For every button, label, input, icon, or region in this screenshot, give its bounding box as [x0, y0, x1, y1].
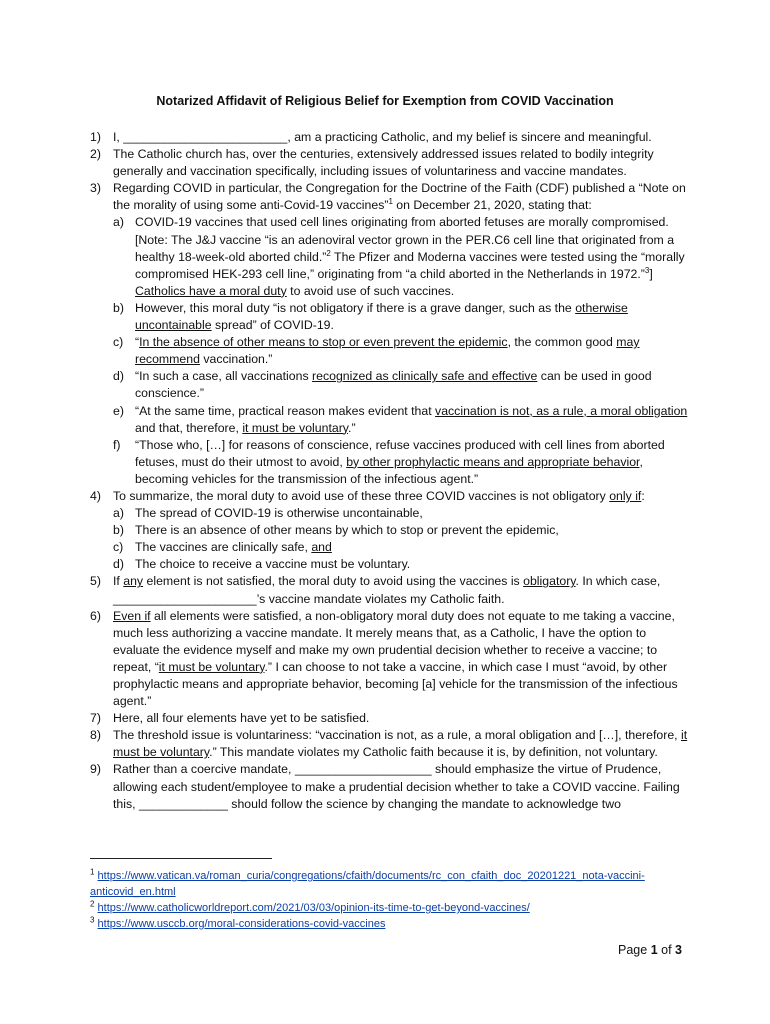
footnote-mark: 3 [90, 915, 95, 925]
footnote-ref-1: 1 [388, 197, 393, 207]
sub-item-text: vaccination.” [199, 352, 273, 367]
underlined-text: and [311, 540, 332, 555]
underlined-text: it must be voluntary [113, 728, 688, 760]
item-number: 7) [90, 711, 101, 726]
footnote-link[interactable]: https://www.vatican.va/roman_curia/congregations/cfaith/documents/rc_con_cfaith_doc_20201221_nota-vaccini-anticovid_en.html [90, 870, 645, 898]
document-body [90, 129, 690, 813]
underlined-text: any [123, 574, 144, 589]
sub-item-number: f) [113, 437, 121, 452]
sub-item-text: spread” of COVID-19. [211, 318, 334, 333]
sub-item-4c [113, 539, 690, 556]
sub-item-text: COVID-19 vaccines that used cell lines originating from aborted fetuses are morally compromised. [Note: The J&J vaccine “is an adenoviral vector grown in the PER.C6 cell line that originated from a healthy 18-week-old aborted child.” [135, 215, 675, 264]
underlined-text: otherwise uncontainable [135, 300, 628, 333]
page-current: 1 [650, 943, 658, 957]
sub-item-text: The Pfizer and Moderna vaccines were tested using the “morally compromised HEK-293 cell line,” originating from “a child aborted in the Netherlands in 1972.” [135, 249, 685, 281]
sub-item-number: e) [113, 403, 124, 418]
page-total: 3 [675, 943, 682, 957]
underlined-text: only if [609, 488, 642, 503]
sub-item-text: “In such a case, all vaccinations [135, 369, 313, 384]
sub-item-text: ] [649, 266, 653, 281]
page-label: Page [618, 943, 648, 957]
sub-item-4b [113, 522, 690, 539]
item-text: The Catholic church has, over the centuries, extensively addressed issues related to bodily integrity generally and vaccination specifically, including issues of voluntariness and vaccine mandates. [113, 147, 654, 179]
sub-item-3f [113, 437, 690, 488]
footnote-link[interactable]: https://www.usccb.org/moral-considerations-covid-vaccines [97, 918, 386, 930]
sub-item-number: b) [113, 300, 124, 315]
underlined-text: by other prophylactic means and appropriate behavior [346, 454, 640, 469]
footnote-ref-3: 3 [644, 265, 650, 275]
underlined-text: may recommend [135, 335, 640, 367]
footnote-3 [90, 916, 690, 932]
sub-item-number: a) [113, 215, 124, 230]
underlined-text: obligatory [523, 574, 576, 589]
list-item-5 [90, 573, 690, 607]
sub-list [113, 214, 690, 488]
underlined-text: recognized as clinically safe and effective [312, 369, 538, 384]
item-text: Rather than a coercive mandate, ____________________ should emphasize the virtue of Prudence, allowing each student/employee to make a prudential decision whether to take a COVID vaccine. Failing this, _____________ should follow the science by changing the mandate to acknowledge two [113, 762, 680, 811]
sub-item-3e [113, 403, 690, 437]
list-item-9 [90, 761, 690, 812]
list-item-4 [90, 488, 690, 573]
item-text: on December 21, 2020, stating that: [392, 198, 592, 213]
footnote-1 [90, 868, 690, 900]
sub-item-text: can be used in good conscience.” [135, 369, 652, 401]
item-number: 9) [90, 762, 101, 777]
sub-item-text: “Those who, […] for reasons of conscience, refuse vaccines produced with cell lines from aborted fetuses, must do their utmost to avoid, [135, 437, 665, 469]
list-item-3 [90, 180, 690, 488]
sub-item-3a [113, 214, 690, 299]
footnote-mark: 2 [90, 899, 95, 909]
list-item-6 [90, 608, 690, 711]
sub-item-number: d) [113, 369, 124, 384]
page-number [560, 943, 682, 957]
underlined-text: it must be voluntary [158, 659, 265, 674]
sub-item-text: However, this moral duty “is not obligatory if there is a grave danger, such as the [135, 300, 576, 315]
item-text: Here, all four elements have yet to be satisfied. [113, 711, 370, 726]
sub-item-text: The choice to receive a vaccine must be voluntary. [135, 557, 411, 572]
footnote-2 [90, 900, 690, 916]
sub-item-number: c) [113, 540, 124, 555]
item-text: Regarding COVID in particular, the Congregation for the Doctrine of the Faith (CDF) published a “Note on the morality of using some anti-Covid-19 vaccines” [113, 181, 686, 213]
sub-item-text: “At the same time, practical reason makes evident that [135, 403, 436, 418]
underlined-text: Even if [113, 608, 151, 623]
footnote-divider [90, 858, 272, 859]
footnote-ref-2: 2 [326, 248, 331, 258]
sub-item-text: There is an absence of other means by which to stop or prevent the epidemic, [135, 523, 559, 538]
item-text: .” I can choose to not take a vaccine, in which case I must “avoid, by other prophylactic means and appropriate behavior, becoming [a] vehicle for the transmission of the infectious agent.” [113, 659, 678, 709]
list-item-8 [90, 727, 690, 761]
list-item-7 [90, 710, 690, 727]
sub-item-text: The spread of COVID-19 is otherwise uncontainable, [135, 506, 423, 521]
sub-list [113, 505, 690, 573]
footnotes [90, 868, 690, 932]
item-number: 8) [90, 728, 101, 743]
item-text: To summarize, the moral duty to avoid use of these three COVID vaccines is not obligatory [113, 488, 610, 503]
underlined-text: In the absence of other means to stop or even prevent the epidemic [139, 335, 508, 350]
list-item-2 [90, 146, 690, 180]
list-item-1 [90, 129, 690, 146]
item-text: If [113, 574, 124, 589]
sub-item-3b [113, 300, 690, 334]
item-number: 1) [90, 130, 101, 144]
underlined-text: vaccination is not, as a rule, a moral obligation [435, 403, 688, 418]
document-title: Notarized Affidavit of Religious Belief for Exemption from COVID Vaccination [156, 94, 614, 108]
sub-item-number: a) [113, 506, 124, 521]
underlined-text: it must be voluntary [242, 420, 349, 435]
sub-item-text: , the common good [507, 335, 617, 350]
underlined-text: Catholics have a moral duty [135, 283, 287, 298]
sub-item-text: and that, therefore, [135, 420, 243, 435]
item-text: . In which case, _____________________’s vaccine mandate violates my Catholic faith. [113, 574, 661, 606]
item-text: I, ________________________, am a practicing Catholic, and my belief is sincere and meaningful. [113, 130, 652, 144]
page-of: of [661, 943, 672, 957]
sub-item-text: .” [348, 420, 356, 435]
item-text: .” This mandate violates my Catholic faith because it is, by definition, not voluntary. [209, 745, 658, 760]
sub-item-4d [113, 556, 690, 573]
sub-item-4a [113, 505, 690, 522]
item-text: element is not satisfied, the moral duty to avoid using the vaccines is [143, 574, 524, 589]
sub-item-number: c) [113, 335, 124, 350]
item-text: The threshold issue is voluntariness: “vaccination is not, as a rule, a moral obligation and […], therefore, [113, 728, 681, 743]
sub-item-3c [113, 334, 690, 368]
sub-item-text: to avoid use of such vaccines. [286, 283, 455, 298]
sub-item-text: , becoming vehicles for the transmission of the infectious agent.” [135, 454, 643, 486]
numbered-list [90, 129, 690, 813]
item-text: : [641, 488, 645, 503]
item-number: 6) [90, 608, 101, 623]
item-number: 3) [90, 181, 101, 196]
sub-item-number: b) [113, 523, 124, 538]
item-number: 5) [90, 574, 101, 589]
sub-item-text: The vaccines are clinically safe, [135, 540, 312, 555]
item-text: all elements were satisfied, a non-obligatory moral duty does not equate to me taking a vaccine, much less authorizing a vaccine mandate. It merely means that, as a Catholic, I have the option to evaluate the evidence myself and make my own prudential decision whether to receive a vaccine; to repeat, “ [113, 608, 675, 674]
sub-item-text: “ [135, 335, 140, 350]
sub-item-number: d) [113, 557, 124, 572]
footnote-mark: 1 [90, 867, 95, 877]
item-number: 2) [90, 147, 101, 162]
sub-item-3d [113, 368, 690, 402]
footnote-link[interactable]: https://www.catholicworldreport.com/2021/03/03/opinion-its-time-to-get-beyond-vaccines/ [97, 902, 530, 914]
item-number: 4) [90, 488, 101, 503]
